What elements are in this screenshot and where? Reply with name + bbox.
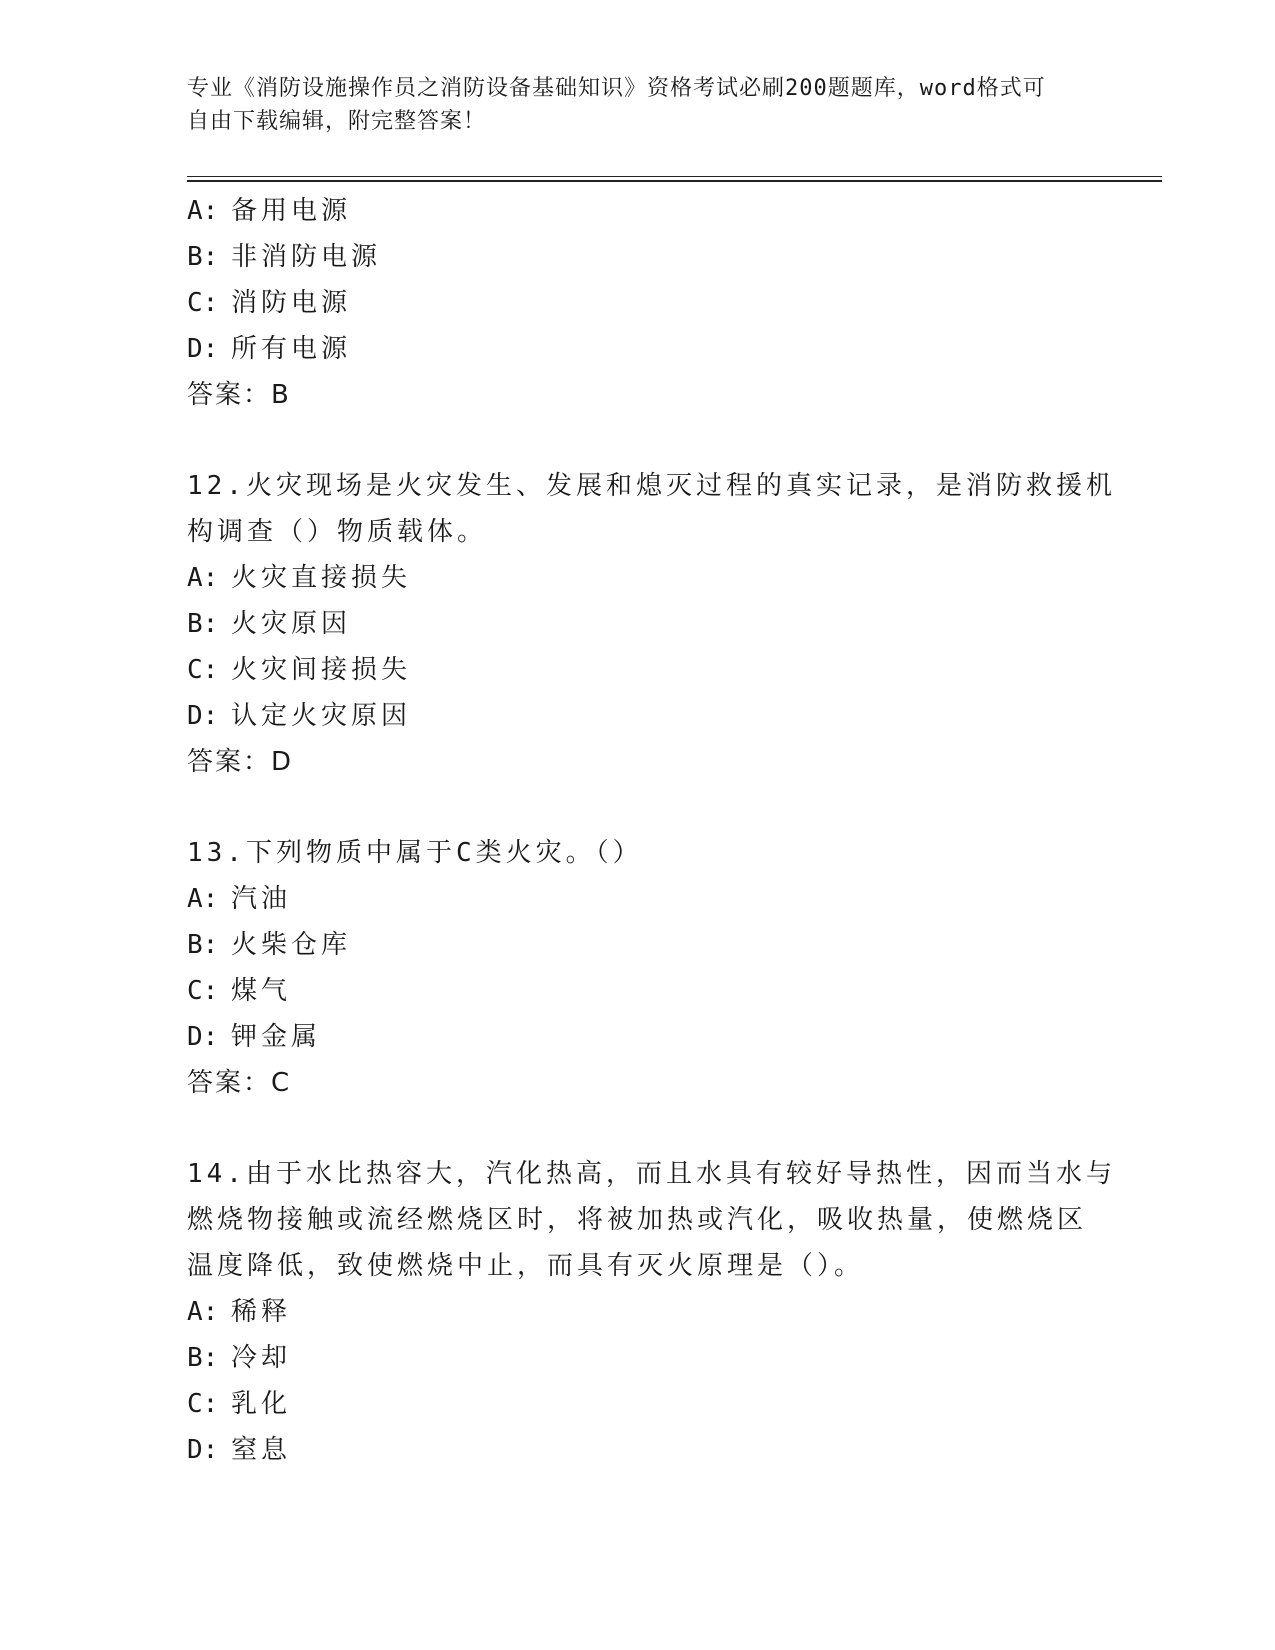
option-d: D: 钾金属 bbox=[187, 1022, 322, 1052]
option-b: B: 非消防电源 bbox=[187, 242, 382, 272]
answer-line: 答案：B bbox=[187, 380, 291, 410]
question-11-options bbox=[187, 188, 1087, 418]
question-12 bbox=[187, 463, 1116, 785]
option-a: A: 稀释 bbox=[187, 1297, 292, 1327]
option-c: C: 消防电源 bbox=[187, 288, 352, 318]
option-b: B: 冷却 bbox=[187, 1343, 292, 1373]
question-text: 构调查（）物质载体。 bbox=[187, 517, 488, 547]
answer-line: 答案：D bbox=[187, 747, 294, 777]
option-c: C: 火灾间接损失 bbox=[187, 655, 412, 685]
option-a: A: 汽油 bbox=[187, 884, 292, 914]
question-text: 14.由于水比热容大，汽化热高，而且水具有较好导热性，因而当水与 bbox=[187, 1159, 1116, 1189]
question-text: 温度降低，致使燃烧中止，而具有灭火原理是（）。 bbox=[187, 1251, 865, 1281]
option-a: A: 火灾直接损失 bbox=[187, 563, 412, 593]
question-text: 燃烧物接触或流经燃烧区时，将被加热或汽化，吸收热量，使燃烧区 bbox=[187, 1205, 1088, 1235]
question-14 bbox=[187, 1151, 1116, 1473]
document-body bbox=[187, 188, 1116, 1473]
option-b: B: 火灾原因 bbox=[187, 609, 352, 639]
option-d: D: 窒息 bbox=[187, 1435, 292, 1465]
option-b: B: 火柴仓库 bbox=[187, 930, 352, 960]
option-d: D: 所有电源 bbox=[187, 334, 352, 364]
document-header bbox=[187, 72, 1067, 138]
option-a: A: 备用电源 bbox=[187, 196, 352, 226]
question-text: 12.火灾现场是火灾发生、发展和熄灭过程的真实记录，是消防救援机 bbox=[187, 471, 1116, 501]
option-d: D: 认定火灾原因 bbox=[187, 701, 412, 731]
answer-line: 答案：C bbox=[187, 1068, 292, 1098]
header-divider-thin bbox=[187, 176, 1162, 177]
question-13 bbox=[187, 830, 1087, 1106]
option-c: C: 煤气 bbox=[187, 976, 292, 1006]
document-title: 专业《消防设施操作员之消防设备基础知识》资格考试必刷200题题库，word格式可自由下载编辑，附完整答案！ bbox=[187, 76, 1046, 134]
question-text: 13.下列物质中属于C类火灾。（） bbox=[187, 838, 643, 868]
option-c: C: 乳化 bbox=[187, 1389, 292, 1419]
header-divider-thick bbox=[187, 180, 1162, 182]
